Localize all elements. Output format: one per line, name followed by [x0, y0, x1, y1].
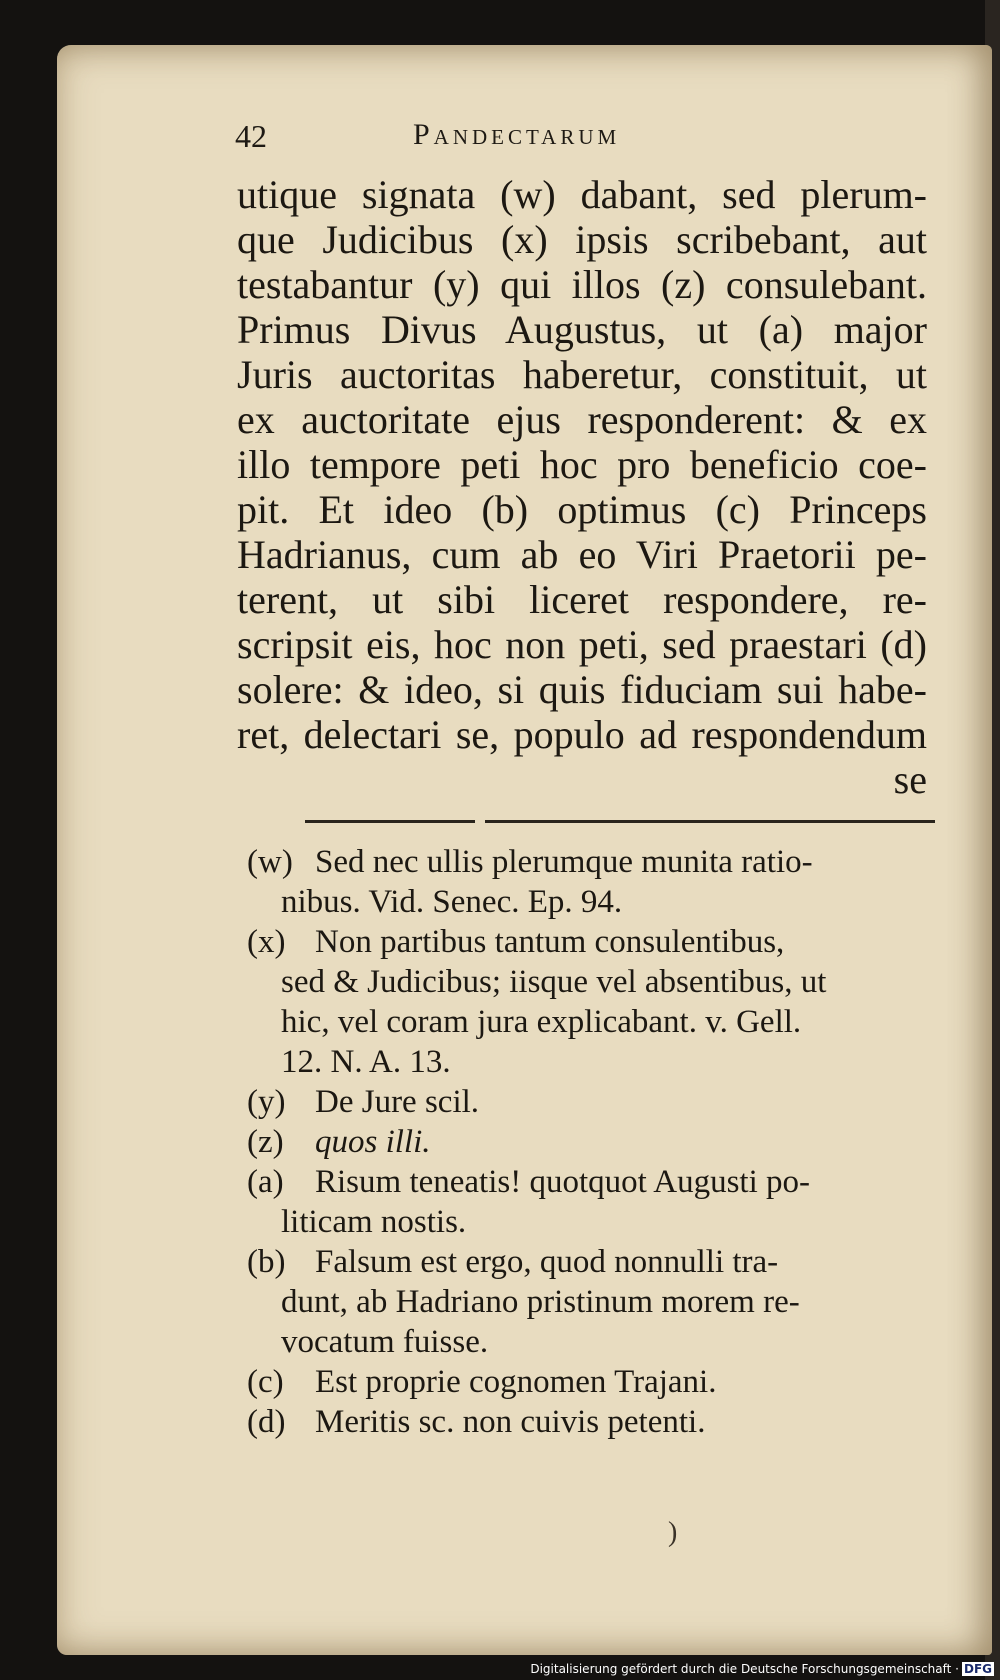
text-line: Hadrianus, cum ab eo Viri Praetorii pe- — [237, 532, 927, 577]
text-line: testabantur (y) qui illos (z) consulebant. — [237, 262, 927, 307]
text-line: pit. Et ideo (b) optimus (c) Princeps — [237, 487, 927, 532]
footnote-mark: (c) — [247, 1364, 284, 1400]
footnote-mark: (w) — [247, 844, 293, 880]
footnotes — [247, 842, 937, 1442]
footnote-text: dunt, ab Hadriano pristinum morem re- — [281, 1284, 800, 1320]
footnote-b — [247, 1242, 937, 1362]
dfg-logo: DFG — [963, 1662, 992, 1676]
text-line: Juris auctoritas haberetur, constituit, ut — [237, 352, 927, 397]
footnote-c — [247, 1362, 937, 1402]
footnote-text: 12. N. A. 13. — [281, 1044, 451, 1080]
text-line: Primus Divus Augustus, ut (a) major — [237, 307, 927, 352]
footnote-text: liticam nostis. — [281, 1204, 467, 1240]
footnote-text: Falsum est ergo, quod nonnulli tra- — [315, 1244, 779, 1280]
footnote-text: sed & Judicibus; iisque vel absentibus, ut — [281, 964, 827, 1000]
footnote-text: Non partibus tantum consulentibus, — [315, 924, 785, 960]
catchword: se — [893, 757, 927, 802]
footnote-mark: (b) — [247, 1244, 286, 1280]
digitization-footer — [530, 1662, 994, 1676]
footnote-text: quos illi. — [315, 1124, 431, 1160]
footnote-mark: (y) — [247, 1084, 286, 1120]
running-head: Pandectarum — [413, 118, 621, 151]
text-line: ex auctoritate ejus responderent: & ex — [237, 397, 927, 442]
footnote-z — [247, 1122, 937, 1162]
page-header — [235, 118, 935, 158]
footnote-rule-left — [305, 820, 475, 823]
footnote-text: Sed nec ullis plerumque munita ratio- — [315, 844, 813, 880]
text-line: ret, delectari se, populo ad respondendum — [237, 712, 927, 757]
text-line: utique signata (w) dabant, sed plerum- — [237, 172, 927, 217]
footnote-text: Meritis sc. non cuivis petenti. — [315, 1404, 706, 1440]
footnote-text: hic, vel coram jura explicabant. v. Gell. — [281, 1004, 802, 1040]
footnote-y — [247, 1082, 937, 1122]
footer-text: Digitalisierung gefördert durch die Deutsche Forschungsgemeinschaft · — [530, 1662, 959, 1676]
text-line: solere: & ideo, si quis fiduciam sui habe- — [237, 667, 927, 712]
footnote-w — [247, 842, 937, 922]
footnote-x — [247, 922, 937, 1082]
page-number: 42 — [235, 118, 267, 154]
stray-mark: ) — [668, 1517, 678, 1548]
footnote-mark: (a) — [247, 1164, 284, 1200]
text-line: terent, ut sibi liceret respondere, re- — [237, 577, 927, 622]
footnote-text: De Jure scil. — [315, 1084, 480, 1120]
text-line: que Judicibus (x) ipsis scribebant, aut — [237, 217, 927, 262]
footnote-mark: (x) — [247, 924, 286, 960]
footnote-text: nibus. Vid. Senec. Ep. 94. — [281, 884, 623, 920]
text-line: illo tempore peti hoc pro beneficio coe- — [237, 442, 927, 487]
footnote-mark: (z) — [247, 1124, 284, 1160]
footnote-text: Est proprie cognomen Trajani. — [315, 1364, 717, 1400]
text-line: scripsit eis, hoc non peti, sed praestari (d) — [237, 622, 927, 667]
footnote-mark: (d) — [247, 1404, 286, 1440]
main-text — [237, 172, 927, 802]
footnote-text: vocatum fuisse. — [281, 1324, 489, 1360]
footnote-a — [247, 1162, 937, 1242]
footnote-rule-right — [485, 820, 935, 823]
footnote-text: Risum teneatis! quotquot Augusti po- — [315, 1164, 810, 1200]
footnote-d — [247, 1402, 937, 1442]
